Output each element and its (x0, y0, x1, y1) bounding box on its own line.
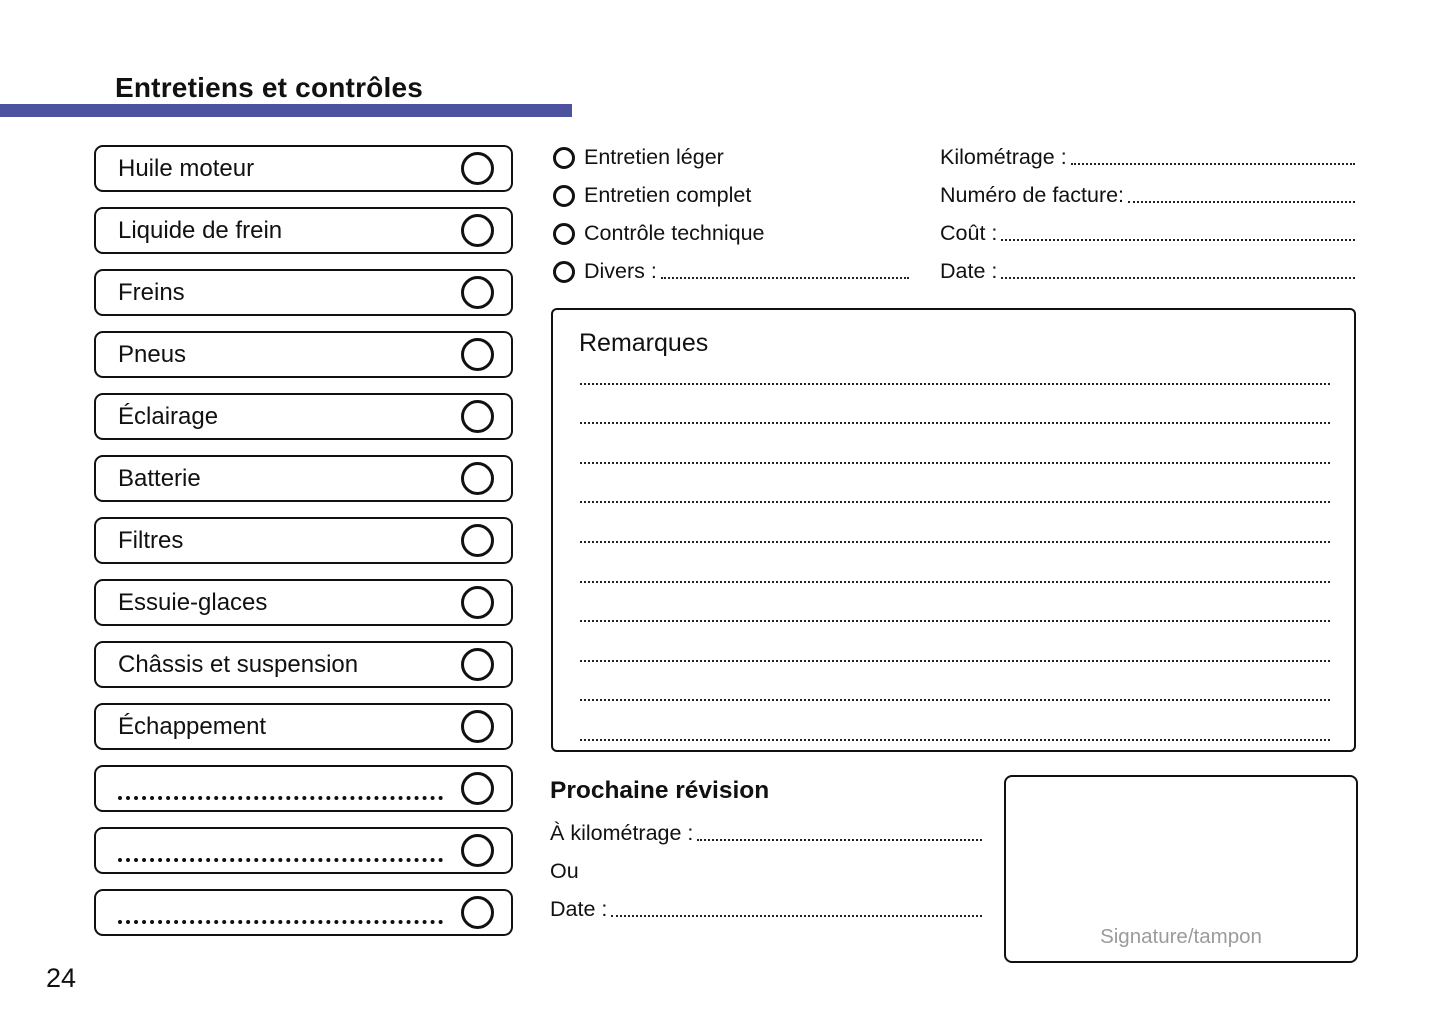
service-type-row (553, 184, 909, 207)
checklist-row (94, 455, 513, 502)
field-fill-line (1128, 201, 1355, 203)
remarks-line (580, 385, 1330, 425)
next-service-km-row (550, 821, 982, 845)
blank-fill-line (118, 920, 443, 924)
check-circle[interactable] (461, 462, 494, 495)
check-circle[interactable] (461, 524, 494, 557)
remarks-line (580, 424, 1330, 464)
remarks-line (580, 701, 1330, 741)
invoice-field-label: Date : (940, 259, 998, 283)
remarks-line (580, 464, 1330, 504)
field-fill-line (1071, 163, 1355, 165)
radio-circle[interactable] (553, 261, 575, 283)
remarks-line (580, 345, 1330, 385)
field-fill-line (1001, 277, 1355, 279)
checklist (94, 145, 513, 951)
checklist-item-label: Éclairage (118, 402, 219, 430)
invoice-field-label: Numéro de facture: (940, 183, 1125, 207)
title-accent-bar (0, 104, 572, 117)
signature-box (1004, 775, 1358, 963)
checklist-item-label: Huile moteur (118, 154, 255, 182)
checklist-row (94, 517, 513, 564)
checklist-row-blank (94, 889, 513, 936)
check-circle[interactable] (461, 896, 494, 929)
service-type-label: Entretien complet (584, 183, 752, 207)
checklist-row (94, 641, 513, 688)
check-circle[interactable] (461, 152, 494, 185)
page-title: Entretiens et contrôles (115, 72, 424, 103)
checklist-item-label: Châssis et suspension (118, 650, 359, 678)
check-circle[interactable] (461, 400, 494, 433)
next-service-or-row (550, 859, 982, 883)
invoice-fields (940, 146, 1355, 298)
divers-fill-line (661, 277, 909, 279)
checklist-row-blank (94, 827, 513, 874)
invoice-field-row (940, 222, 1355, 245)
check-circle[interactable] (461, 276, 494, 309)
radio-circle[interactable] (553, 223, 575, 245)
check-circle[interactable] (461, 586, 494, 619)
invoice-field-row (940, 146, 1355, 169)
checklist-row (94, 269, 513, 316)
next-service-date-row (550, 897, 982, 921)
service-type-label: Divers : (584, 259, 657, 283)
remarks-line (580, 583, 1330, 623)
checklist-item-label: Filtres (118, 526, 184, 554)
checklist-item-label: Batterie (118, 464, 201, 492)
next-service-km-label: À kilométrage : (550, 820, 694, 845)
checklist-item-label: Liquide de frein (118, 216, 283, 244)
checklist-row (94, 207, 513, 254)
check-circle[interactable] (461, 834, 494, 867)
field-fill-line (1001, 239, 1355, 241)
blank-fill-line (118, 796, 443, 800)
remarks-line (580, 662, 1330, 702)
remarks-line (580, 543, 1330, 583)
service-type-row-divers (553, 260, 909, 283)
checklist-row (94, 579, 513, 626)
service-type-label: Entretien léger (584, 145, 724, 169)
page-number: 24 (46, 963, 77, 993)
checklist-item-label: Échappement (118, 712, 267, 740)
invoice-field-row (940, 184, 1355, 207)
blank-fill-line (118, 858, 443, 862)
check-circle[interactable] (461, 710, 494, 743)
service-type-row (553, 222, 909, 245)
check-circle[interactable] (461, 338, 494, 371)
checklist-row (94, 331, 513, 378)
next-service-section (550, 777, 982, 935)
service-type-label: Contrôle technique (584, 221, 765, 245)
checklist-row (94, 703, 513, 750)
next-service-date-label: Date : (550, 896, 608, 921)
remarks-box (551, 308, 1356, 752)
invoice-field-row (940, 260, 1355, 283)
service-type-row (553, 146, 909, 169)
invoice-field-label: Kilométrage : (940, 145, 1067, 169)
checklist-item-label: Freins (118, 278, 185, 306)
checklist-row (94, 145, 513, 192)
checklist-item-label: Essuie-glaces (118, 588, 268, 616)
checklist-row-blank (94, 765, 513, 812)
remarks-title: Remarques (579, 329, 709, 357)
checklist-item-label: Pneus (118, 340, 187, 368)
invoice-field-label: Coût : (940, 221, 998, 245)
check-circle[interactable] (461, 772, 494, 805)
date-fill-line (611, 915, 982, 917)
radio-circle[interactable] (553, 147, 575, 169)
next-service-title: Prochaine révision (550, 777, 770, 804)
service-type-list (553, 146, 909, 298)
check-circle[interactable] (461, 648, 494, 681)
check-circle[interactable] (461, 214, 494, 247)
remarks-line (580, 622, 1330, 662)
next-service-or-label: Ou (550, 858, 579, 883)
remarks-lines (580, 345, 1330, 741)
radio-circle[interactable] (553, 185, 575, 207)
signature-label: Signature/tampon (1100, 925, 1262, 948)
remarks-line (580, 503, 1330, 543)
km-fill-line (697, 839, 982, 841)
checklist-row (94, 393, 513, 440)
